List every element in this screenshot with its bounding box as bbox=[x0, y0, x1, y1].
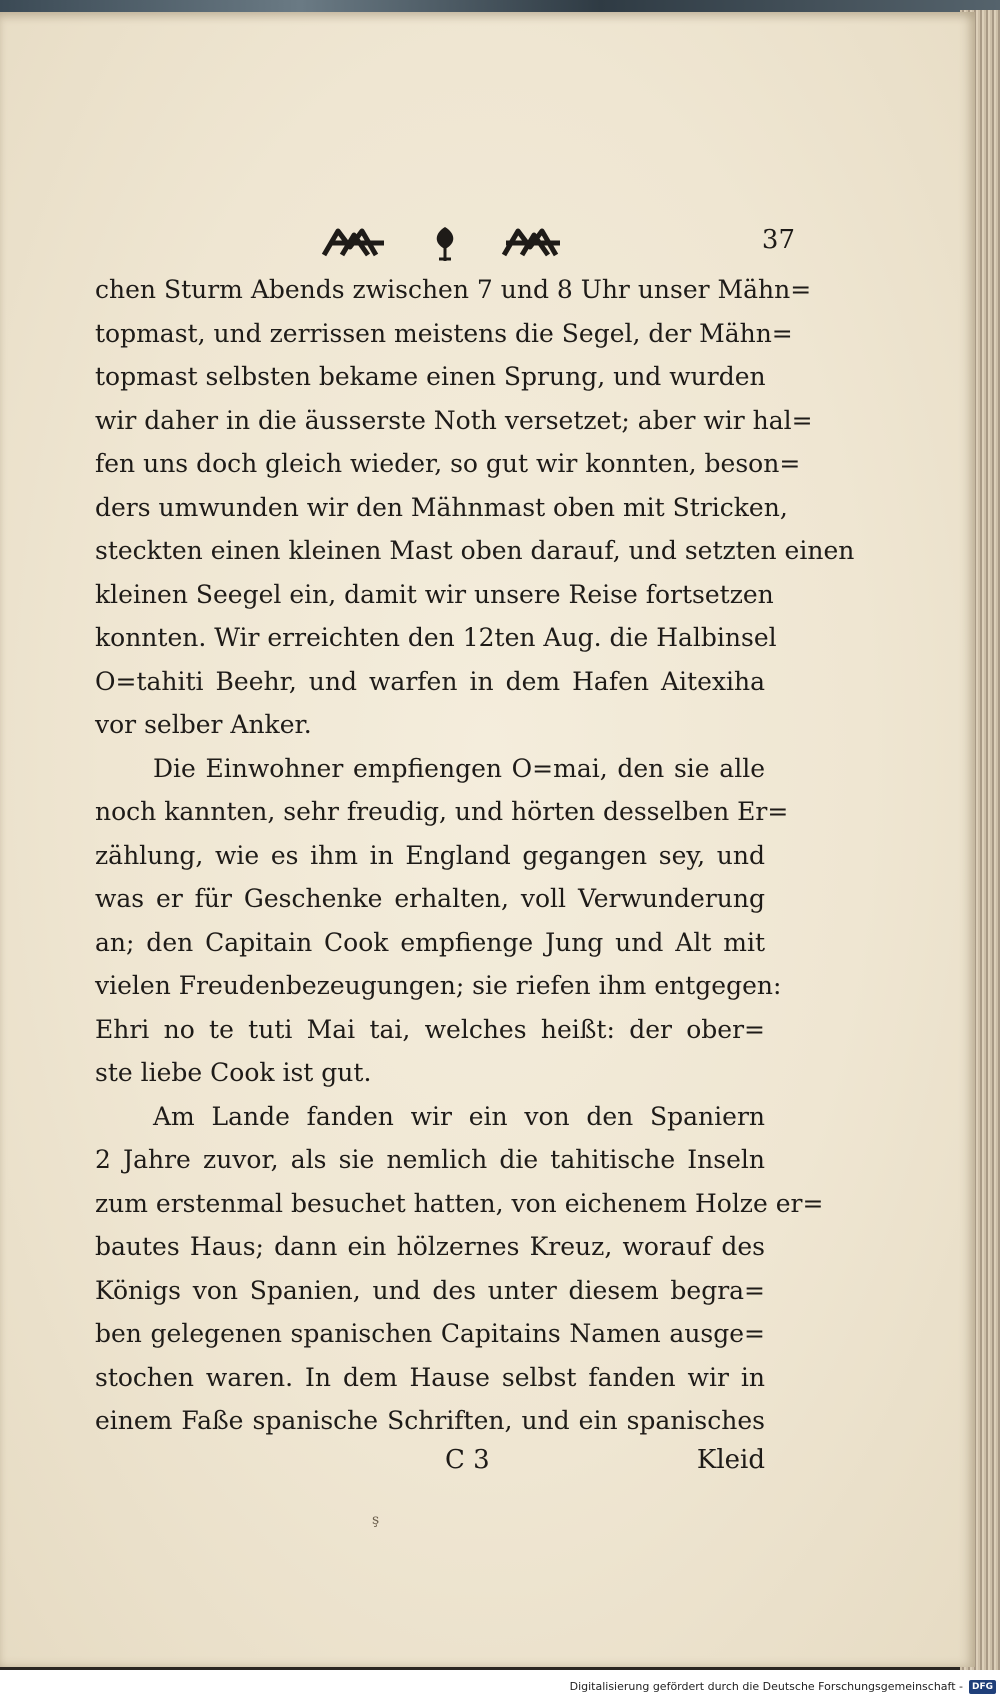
text-line: vor selber Anker. bbox=[95, 710, 312, 739]
body-text bbox=[95, 268, 855, 1443]
text-line: zählung, wie es ihm in England gegangen sey, und bbox=[95, 840, 765, 870]
text-line: zum erstenmal besuchet hatten, von eichenem Holze er= bbox=[95, 1188, 824, 1218]
text-line: fen uns doch gleich wieder, so gut wir konnten, beson= bbox=[95, 449, 801, 478]
paragraph-1 bbox=[95, 268, 855, 747]
text-line: ders umwunden wir den Mähnmast oben mit Stricken, bbox=[95, 492, 788, 522]
ornament-leaf-icon bbox=[425, 223, 465, 263]
text-line: O=tahiti Beehr, und warfen in dem Hafen Aitexiha bbox=[95, 666, 765, 696]
text-line: Königs von Spanien, und des unter diesem begra= bbox=[95, 1275, 765, 1305]
header-ornament bbox=[320, 218, 570, 268]
paragraph-3 bbox=[95, 1095, 824, 1443]
text-line: noch kannten, sehr freudig, und hörten desselben Er= bbox=[95, 797, 789, 826]
signature-mark: C 3 bbox=[445, 1445, 490, 1475]
text-line: ste liebe Cook ist gut. bbox=[95, 1058, 372, 1087]
text-line: topmast, und zerrissen meistens die Segel, der Mähn= bbox=[95, 318, 793, 348]
text-line: Am Lande fanden wir ein von den Spaniern bbox=[153, 1101, 765, 1131]
dfg-logo-icon: DFG bbox=[969, 1680, 996, 1694]
catchword: Kleid bbox=[696, 1445, 765, 1475]
stray-ink-mark: ş bbox=[372, 1512, 380, 1528]
digitization-footer bbox=[0, 1670, 1000, 1703]
text-line: was er für Geschenke erhalten, voll Verwunderung bbox=[95, 884, 765, 913]
text-line: chen Sturm Abends zwischen 7 und 8 Uhr unser Mähn= bbox=[95, 275, 812, 304]
funding-credit: Digitalisierung gefördert durch die Deutsche Forschungsgemeinschaft - bbox=[569, 1680, 963, 1693]
text-line: kleinen Seegel ein, damit wir unsere Reise fortsetzen bbox=[95, 579, 774, 609]
text-line: konnten. Wir erreichten den 12ten Aug. die Halbinsel bbox=[95, 623, 777, 652]
text-line: Ehri no te tuti Mai tai, welches heißt: der ober= bbox=[95, 1014, 765, 1044]
paragraph-2 bbox=[95, 747, 789, 1095]
ornament-right-icon bbox=[500, 225, 570, 261]
text-line: ben gelegenen spanischen Capitains Namen ausge= bbox=[95, 1319, 765, 1348]
text-line: Die Einwohner empfiengen O=mai, den sie alle bbox=[153, 753, 765, 783]
page-number: 37 bbox=[761, 225, 795, 255]
text-line: topmast selbsten bekame einen Sprung, und wurden bbox=[95, 362, 766, 391]
text-line: einem Faße spanische Schriften, und ein spanisches bbox=[95, 1406, 765, 1435]
text-line: 2 Jahre zuvor, als sie nemlich die tahitische Inseln bbox=[95, 1145, 765, 1174]
text-line: bautes Haus; dann ein hölzernes Kreuz, worauf des bbox=[95, 1232, 765, 1261]
text-line: steckten einen kleinen Mast oben darauf, und setzten einen bbox=[95, 536, 855, 565]
page-footer-marks bbox=[95, 1445, 765, 1489]
text-line: wir daher in die äusserste Noth versetzet; aber wir hal= bbox=[95, 405, 813, 435]
ornament-left-icon bbox=[320, 225, 390, 261]
text-line: an; den Capitain Cook empfienge Jung und Alt mit bbox=[95, 927, 765, 957]
text-line: stochen waren. In dem Hause selbst fanden wir in bbox=[95, 1362, 765, 1392]
text-line: vielen Freudenbezeugungen; sie riefen ihm entgegen: bbox=[95, 971, 782, 1000]
